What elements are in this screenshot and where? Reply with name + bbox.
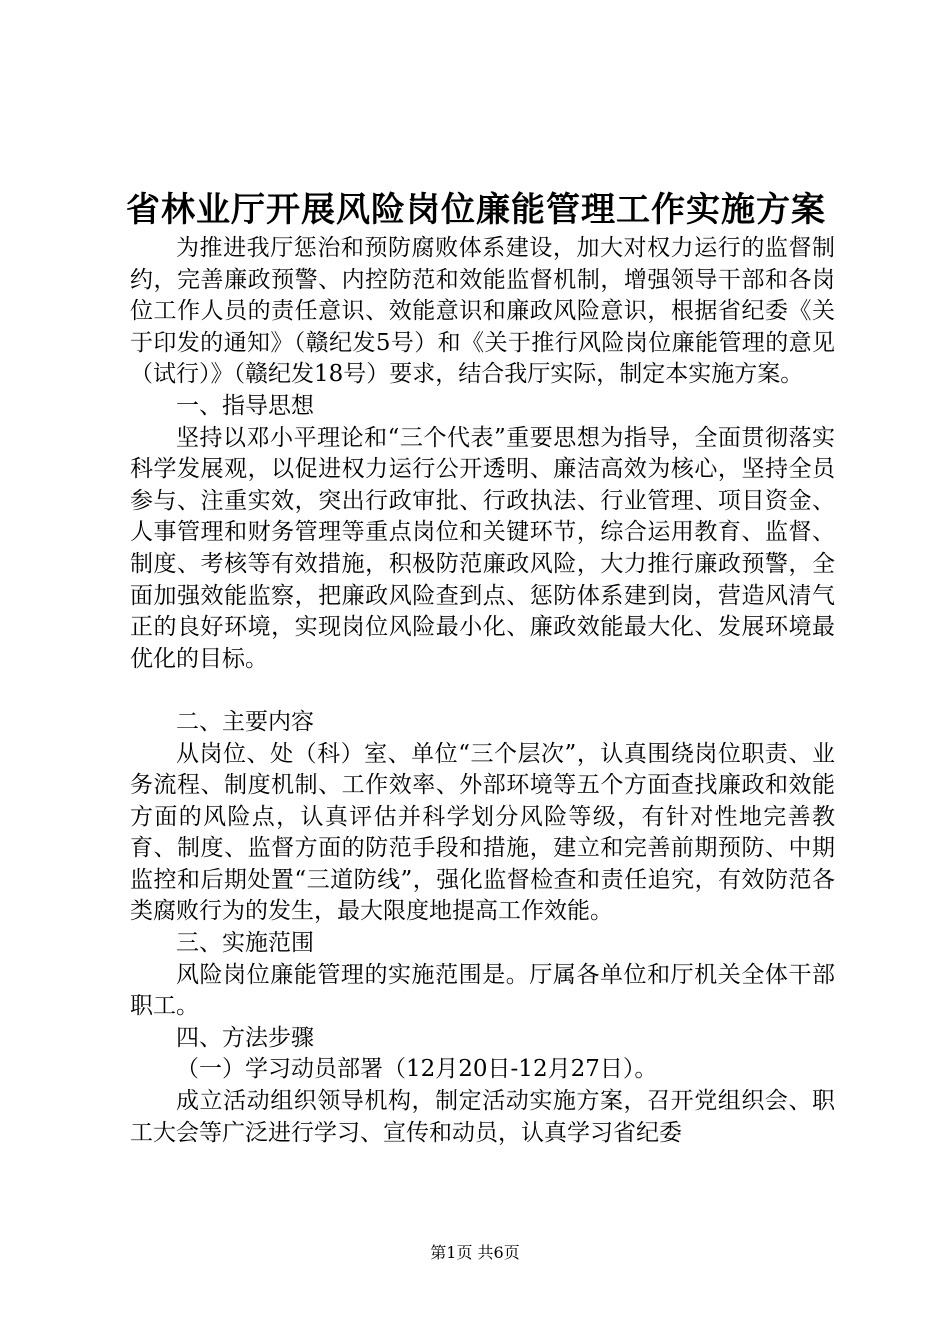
section-heading-scope: 三、实施范围 [176, 930, 314, 957]
section-paragraph-scope: 风险岗位廉能管理的实施范围是。厅属各单位和厅机关全体干部职工。 [130, 961, 835, 1020]
section-paragraph-main-content: 从岗位、处（科）室、单位“三个层次”，认真围绕岗位职责、业务流程、制度机制、工作效率、外部环境等五个方面查找廉政和效能方面的风险点，认真评估并科学划分风险等级，有针对性地完善教育、制度、监督方面的防范手段和措施，建立和完善前期预防、中期监控和后期处置“三道防线”，强化监督检查和责任追究，有效防范各类腐败行为的发生，最大限度地提高工作效能。 [130, 740, 835, 925]
section-heading-guiding-ideology: 一、指导思想 [176, 392, 314, 419]
section-heading-steps: 四、方法步骤 [176, 1024, 314, 1051]
intro-paragraph: 为推进我厅惩治和预防腐败体系建设，加大对权力运行的监督制约，完善廉政预警、内控防范和效能监督机制，增强领导干部和各岗位工作人员的责任意识、效能意识和廉政风险意识，根据省纪委《关于印发的通知》（赣纪发5号）和《关于推行风险岗位廉能管理的意见（试行）》（赣纪发18号）要求，结合我厅实际，制定本实施方案。 [130, 235, 835, 388]
paragraph-spacer [130, 675, 835, 707]
section-heading-main-content: 二、主要内容 [176, 708, 314, 735]
step-paragraph-study-mobilize: 成立活动组织领导机构，制定活动实施方案，召开党组织会、职工大会等广泛进行学习、宣传和动员，认真学习省纪委 [130, 1088, 835, 1146]
section-paragraph-guiding-ideology: 坚持以邓小平理论和“三个代表”重要思想为指导，全面贯彻落实科学发展观，以促进权力运行公开透明、廉洁高效为核心，坚持全员参与、注重实效，突出行政审批、行政执法、行业管理、项目资金、人事管理和财务管理等重点岗位和关键环节，综合运用教育、监督、制度、考核等有效措施，积极防范廉政风险，大力推行廉政预警，全面加强效能监察，把廉政风险查到点、惩防体系建到岗，营造风清气正的良好环境，实现岗位风险最小化、廉政效能最大化、发展环境最优化的目标。 [130, 424, 835, 672]
page-number-footer: 第1页 共6页 [430, 1243, 520, 1262]
document-body [130, 233, 835, 1149]
step-heading-study-mobilize: （一）学习动员部署（12月20日-12月27日）。 [176, 1056, 658, 1083]
document-title: 省林业厅开展风险岗位廉能管理工作实施方案 [126, 190, 826, 230]
